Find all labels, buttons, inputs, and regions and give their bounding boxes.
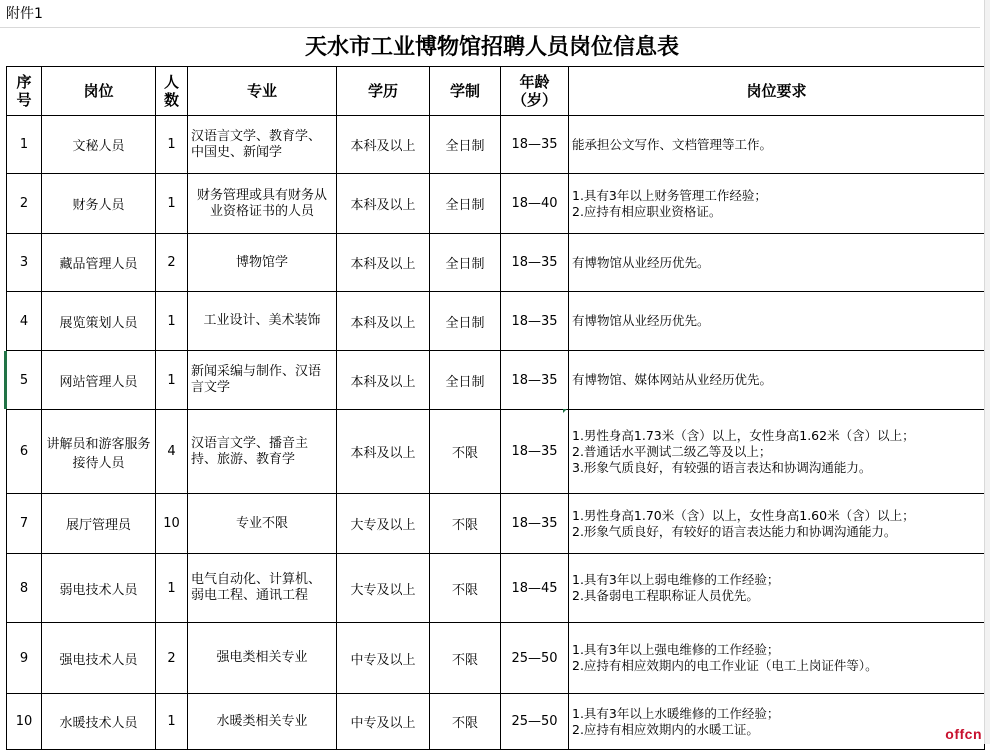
cell-seq: 2: [7, 174, 42, 234]
cell-seq: 4: [7, 292, 42, 351]
cell-study-mode: 全日制: [430, 116, 501, 174]
cell-count: 4: [156, 410, 188, 494]
header-count: 人数: [156, 67, 188, 116]
header-education: 学历: [337, 67, 430, 116]
cell-major: 工业设计、美术装饰: [188, 292, 337, 351]
cell-age: 25—50: [501, 694, 569, 750]
table-row: [7, 623, 985, 694]
cell-major: 水暖类相关专业: [188, 694, 337, 750]
cell-count: 2: [156, 623, 188, 694]
cell-position: 弱电技术人员: [42, 554, 156, 623]
cell-seq: 8: [7, 554, 42, 623]
header-age: 年龄（岁）: [501, 67, 569, 116]
cell-requirements: 1.具有3年以上弱电维修的工作经验； 2.具备弱电工程职称证人员优先。: [569, 554, 985, 623]
header-major: 专业: [188, 67, 337, 116]
cell-seq: 9: [7, 623, 42, 694]
cell-requirements: 能承担公文写作、文档管理等工作。: [569, 116, 985, 174]
header-study-mode: 学制: [430, 67, 501, 116]
table-row: [7, 494, 985, 554]
cell-major: 新闻采编与制作、汉语言文学: [188, 351, 337, 410]
cell-count: 1: [156, 554, 188, 623]
cell-requirements: 有博物馆从业经历优先。: [569, 234, 985, 292]
cell-age: 18—35: [501, 351, 569, 410]
cell-count: 1: [156, 174, 188, 234]
cell-seq: 5: [7, 351, 42, 410]
cell-requirements: 有博物馆从业经历优先。: [569, 292, 985, 351]
cell-requirements: 1.男性身高1.70米（含）以上，女性身高1.60米（含）以上； 2.形象气质良好，有较好的语言表达能力和协调沟通能力。: [569, 494, 985, 554]
table-row: [7, 234, 985, 292]
cell-age: 25—50: [501, 623, 569, 694]
cell-major: 财务管理或具有财务从业资格证书的人员: [188, 174, 337, 234]
cell-age: 18—35: [501, 234, 569, 292]
cell-position: 藏品管理人员: [42, 234, 156, 292]
cell-major: 博物馆学: [188, 234, 337, 292]
header-requirements: 岗位要求: [569, 67, 985, 116]
cell-study-mode: 全日制: [430, 174, 501, 234]
cell-education: 大专及以上: [337, 494, 430, 554]
cell-education: 本科及以上: [337, 234, 430, 292]
cell-education: 本科及以上: [337, 174, 430, 234]
cell-position: 文秘人员: [42, 116, 156, 174]
table-row: [7, 292, 985, 351]
cell-requirements: 1.具有3年以上水暖维修的工作经验； 2.应持有相应效期内的水暖工证。: [569, 694, 985, 750]
cell-study-mode: 全日制: [430, 351, 501, 410]
selection-edge-marker: [4, 351, 7, 409]
cell-education: 中专及以上: [337, 623, 430, 694]
page-title: 天水市工业博物馆招聘人员岗位信息表: [304, 34, 679, 60]
cell-education: 大专及以上: [337, 554, 430, 623]
watermark-logo: offcn: [945, 726, 982, 742]
cell-age: 18—35: [501, 410, 569, 494]
cell-education: 中专及以上: [337, 694, 430, 750]
cell-seq: 3: [7, 234, 42, 292]
cell-position: 水暖技术人员: [42, 694, 156, 750]
cell-count: 1: [156, 292, 188, 351]
cell-count: 1: [156, 116, 188, 174]
cell-study-mode: 全日制: [430, 234, 501, 292]
cell-requirements: 有博物馆、媒体网站从业经历优先。: [569, 351, 985, 410]
cell-age: 18—35: [501, 494, 569, 554]
cell-count: 2: [156, 234, 188, 292]
header-position: 岗位: [42, 67, 156, 116]
table-row: [7, 351, 985, 410]
cell-requirements: 1.男性身高1.73米（含）以上，女性身高1.62米（含）以上； 2.普通话水平测试二级乙等及以上； 3.形象气质良好，有较强的语言表达和协调沟通能力。: [569, 410, 985, 494]
cell-age: 18—35: [501, 292, 569, 351]
cell-study-mode: 全日制: [430, 292, 501, 351]
table-row: [7, 116, 985, 174]
cell-seq: 1: [7, 116, 42, 174]
cell-seq: 10: [7, 694, 42, 750]
cell-education: 本科及以上: [337, 292, 430, 351]
header-row: [7, 67, 985, 116]
cell-count: 1: [156, 351, 188, 410]
header-seq: 序号: [7, 67, 42, 116]
cell-seq: 6: [7, 410, 42, 494]
cell-position: 讲解员和游客服务接待人员: [42, 410, 156, 494]
cell-age: 18—35: [501, 116, 569, 174]
cell-major: 汉语言文学、教育学、中国史、新闻学: [188, 116, 337, 174]
cell-major: 专业不限: [188, 494, 337, 554]
cell-position: 网站管理人员: [42, 351, 156, 410]
cell-count: 10: [156, 494, 188, 554]
cell-position: 展览策划人员: [42, 292, 156, 351]
cell-major: 电气自动化、计算机、弱电工程、通讯工程: [188, 554, 337, 623]
sheet-edge: [984, 0, 990, 744]
cell-major: 强电类相关专业: [188, 623, 337, 694]
table-row: [7, 410, 985, 494]
table-row: [7, 174, 985, 234]
cell-study-mode: 不限: [430, 494, 501, 554]
cell-requirements: 1.具有3年以上财务管理工作经验； 2.应持有相应职业资格证。: [569, 174, 985, 234]
cell-study-mode: 不限: [430, 554, 501, 623]
cell-study-mode: 不限: [430, 694, 501, 750]
table-row: [7, 554, 985, 623]
table-row: [7, 694, 985, 750]
cell-education: 本科及以上: [337, 410, 430, 494]
cell-position: 财务人员: [42, 174, 156, 234]
cell-position: 展厅管理员: [42, 494, 156, 554]
cell-major: 汉语言文学、播音主持、旅游、教育学: [188, 410, 337, 494]
cell-study-mode: 不限: [430, 623, 501, 694]
cell-seq: 7: [7, 494, 42, 554]
cell-comment-indicator: [563, 409, 567, 413]
cell-education: 本科及以上: [337, 351, 430, 410]
cell-requirements: 1.具有3年以上强电维修的工作经验； 2.应持有相应效期内的电工作业证（电工上岗证件等）。: [569, 623, 985, 694]
cell-education: 本科及以上: [337, 116, 430, 174]
attachment-label: 附件1: [0, 0, 980, 28]
job-info-table: [6, 66, 985, 750]
cell-position: 强电技术人员: [42, 623, 156, 694]
cell-age: 18—45: [501, 554, 569, 623]
cell-study-mode: 不限: [430, 410, 501, 494]
cell-count: 1: [156, 694, 188, 750]
cell-age: 18—40: [501, 174, 569, 234]
